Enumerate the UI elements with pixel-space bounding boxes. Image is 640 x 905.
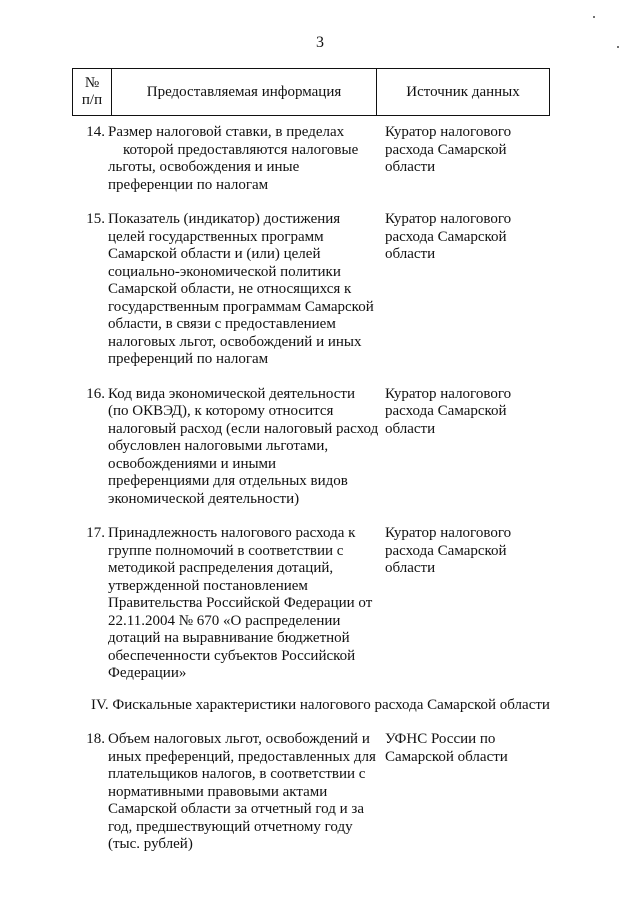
row-number: 17.	[86, 525, 105, 541]
row-number: 16.	[86, 385, 105, 402]
info-line: утвержденной постановлением	[108, 577, 308, 594]
info-line: методикой распределения дотаций,	[108, 560, 334, 576]
table-row-18	[0, 731, 640, 854]
info-line: преференции по налогам	[108, 176, 269, 193]
info-line: (тыс. рублей)	[108, 836, 193, 852]
info-line: Показатель (индикатор) достижения	[108, 211, 341, 227]
source-line: области	[385, 246, 436, 262]
source-line: Самарской области	[385, 748, 508, 765]
row-source	[385, 124, 525, 194]
info-line: преференциями для отдельных видов	[108, 473, 348, 489]
info-line: группе полномочий в соответствии с	[108, 542, 344, 559]
info-line: Самарской области за отчетный год и за	[108, 801, 364, 817]
info-line: иных преференций, предоставленных для	[108, 748, 376, 765]
table-row-17	[0, 525, 640, 683]
scan-speck	[617, 46, 619, 48]
row-number: 18.	[86, 731, 105, 747]
source-line: Куратор налогового	[385, 211, 512, 227]
info-line: налоговый расход (если налоговый расход	[108, 420, 379, 437]
info-line: 22.11.2004 № 670 «О распределении	[108, 612, 341, 629]
source-line: расхода Самарской	[385, 542, 507, 559]
table-row-15	[0, 211, 640, 369]
source-line: Куратор налогового	[385, 525, 512, 541]
info-line: плательщиков налогов, в соответствии с	[108, 766, 366, 782]
row-info	[108, 731, 385, 854]
source-line: расхода Самарской	[385, 403, 507, 419]
source-line: расхода Самарской	[385, 228, 507, 245]
info-line: освобождениями и иными	[108, 455, 277, 472]
section-heading-iv: IV. Фискальные характеристики налогового расхода Самарской области	[91, 696, 550, 713]
source-line: Куратор налогового	[385, 124, 512, 140]
row-source	[385, 731, 525, 854]
info-line: обеспеченности субъектов Российской	[108, 647, 356, 664]
row-info	[108, 386, 385, 509]
info-line: льготы, освобождения и иные	[108, 159, 300, 175]
info-line: государственным программам Самарской	[108, 298, 374, 315]
header-number-column	[73, 69, 112, 115]
info-line: которой предоставляются налоговые	[123, 141, 359, 158]
table-header	[72, 68, 550, 116]
row-info	[108, 525, 385, 683]
header-number-abbrev: п/п	[81, 92, 103, 108]
header-info-column: Предоставляемая информация	[112, 69, 377, 115]
header-source-column: Источник данных	[406, 83, 520, 100]
source-line: Куратор налогового	[385, 385, 512, 402]
row-info	[108, 211, 385, 369]
table-body	[0, 124, 640, 854]
info-line: экономической деятельности)	[108, 490, 300, 507]
info-line: области, в связи с предоставлением	[108, 316, 336, 332]
info-line: Принадлежность налогового расхода к	[108, 525, 356, 541]
info-line: Самарской области, не относящихся к	[108, 281, 352, 297]
row-info	[108, 124, 385, 194]
table-row-16	[0, 386, 640, 509]
info-line: социально-экономической политики	[108, 263, 341, 280]
row-number: 15.	[86, 211, 105, 227]
info-line: Самарской области и (или) целей	[108, 246, 321, 262]
info-line: нормативными правовыми актами	[108, 783, 328, 800]
table-row-14	[0, 124, 640, 194]
row-source	[385, 211, 525, 369]
info-line: Федерации»	[108, 665, 187, 681]
info-line: Правительства Российской Федерации от	[108, 595, 373, 611]
info-line: год, предшествующий отчетному году	[108, 818, 353, 835]
row-source	[385, 386, 525, 509]
info-line: Размер налоговой ставки, в пределах	[108, 124, 345, 140]
source-line: области	[385, 560, 436, 576]
info-line: целей государственных программ	[108, 228, 324, 245]
scan-speck	[593, 16, 595, 18]
source-line: расхода Самарской	[385, 141, 507, 158]
info-line: Объем налоговых льгот, освобождений и	[108, 731, 370, 747]
page-number: 3	[316, 34, 324, 51]
source-line: области	[385, 420, 436, 437]
info-line: (по ОКВЭД), к которому относится	[108, 403, 334, 419]
info-line: дотаций на выравнивание бюджетной	[108, 630, 350, 646]
info-line: Код вида экономической деятельности	[108, 385, 355, 402]
row-source	[385, 525, 525, 683]
info-line: налоговых льгот, освобождений и иных	[108, 333, 362, 350]
row-number: 14.	[86, 124, 105, 140]
info-line: обусловлен налоговыми льготами,	[108, 438, 329, 454]
source-line: области	[385, 159, 436, 175]
header-number-symbol: №	[84, 75, 100, 91]
info-line: преференций по налогам	[108, 351, 269, 367]
source-line: УФНС России по	[385, 731, 496, 747]
